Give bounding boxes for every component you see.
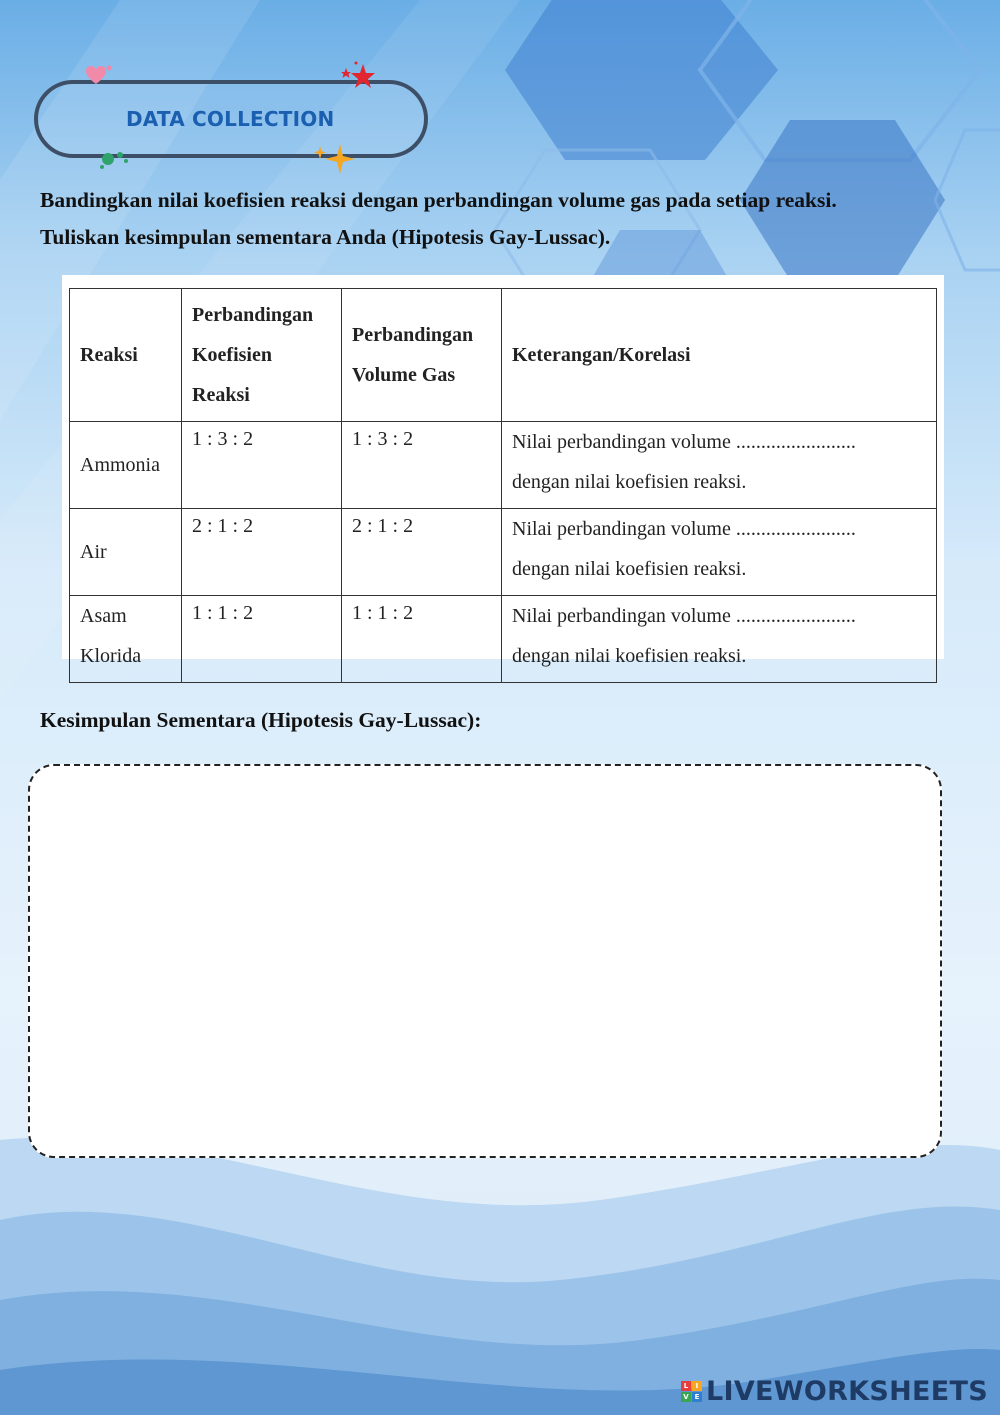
- header-reaksi: Reaksi: [70, 289, 182, 422]
- cell-reaksi: Air: [70, 509, 182, 596]
- table-panel: [62, 275, 944, 667]
- cell-keterangan[interactable]: Nilai perbandingan volume ........................ dengan nilai koefisien reaksi.: [502, 422, 937, 509]
- conclusion-answer-box[interactable]: [28, 764, 942, 1158]
- brand-name: LIVEWORKSHEETS: [705, 1376, 988, 1407]
- instruction-line-1: Bandingkan nilai koefisien reaksi dengan perbandingan volume gas pada setiap reaksi.: [40, 188, 837, 212]
- conclusion-input[interactable]: [30, 766, 940, 1156]
- cell-reaksi: Asam Klorida: [70, 596, 182, 683]
- cell-volume: 2 : 1 : 2: [342, 509, 502, 596]
- table-row: [70, 509, 937, 596]
- star-icon: [338, 60, 378, 92]
- instruction-line-2: Tuliskan kesimpulan sementara Anda (Hipotesis Gay-Lussac).: [40, 225, 611, 249]
- sparkle-icon: [96, 145, 136, 173]
- cell-keterangan[interactable]: Nilai perbandingan volume ........................ dengan nilai koefisien reaksi.: [502, 509, 937, 596]
- cell-volume: 1 : 1 : 2: [342, 596, 502, 683]
- twinkle-icon: [308, 140, 358, 176]
- table-row: [70, 596, 937, 683]
- header-volume: Perbandingan Volume Gas: [342, 289, 502, 422]
- data-table: [69, 288, 937, 683]
- cell-keterangan[interactable]: Nilai perbandingan volume ........................ dengan nilai koefisien reaksi.: [502, 596, 937, 683]
- cell-koefisien: 1 : 3 : 2: [182, 422, 342, 509]
- cell-koefisien: 1 : 1 : 2: [182, 596, 342, 683]
- instruction-text: [40, 182, 970, 256]
- liveworksheets-brand: [681, 1376, 988, 1407]
- header-keterangan: Keterangan/Korelasi: [502, 289, 937, 422]
- cell-volume: 1 : 3 : 2: [342, 422, 502, 509]
- table-row: [70, 422, 937, 509]
- conclusion-label: Kesimpulan Sementara (Hipotesis Gay-Lussac):: [40, 708, 482, 732]
- section-title: DATA COLLECTION: [126, 107, 335, 131]
- cell-reaksi: Ammonia: [70, 422, 182, 509]
- cell-koefisien: 2 : 1 : 2: [182, 509, 342, 596]
- heart-icon: [84, 62, 116, 88]
- table-header-row: [70, 289, 937, 422]
- liveworksheets-logo-icon: L I V E: [681, 1381, 702, 1402]
- header-koefisien: Perbandingan Koefisien Reaksi: [182, 289, 342, 422]
